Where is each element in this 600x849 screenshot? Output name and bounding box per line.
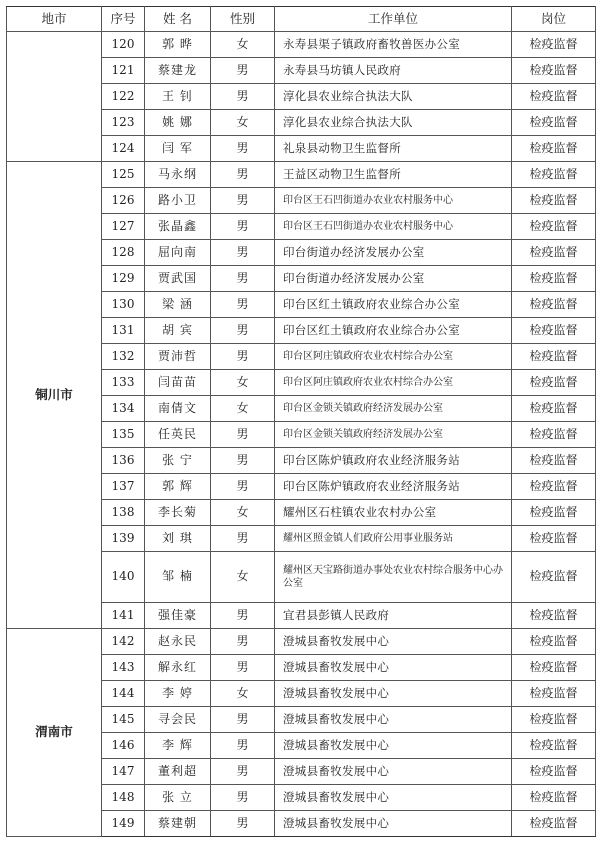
number-cell: 144 xyxy=(102,681,145,707)
post-cell: 检疫监督 xyxy=(512,292,596,318)
post-cell: 检疫监督 xyxy=(512,526,596,552)
name-cell: 刘 琪 xyxy=(145,526,211,552)
number-cell: 140 xyxy=(102,552,145,603)
number-cell: 132 xyxy=(102,344,145,370)
header-number: 序号 xyxy=(102,7,145,32)
gender-cell: 女 xyxy=(211,32,275,58)
number-cell: 145 xyxy=(102,707,145,733)
gender-cell: 女 xyxy=(211,396,275,422)
work-unit-cell: 澄城县畜牧发展中心 xyxy=(275,629,512,655)
work-unit-cell: 印台区金锁关镇政府经济发展办公室 xyxy=(275,396,512,422)
header-city: 地市 xyxy=(7,7,102,32)
name-cell: 寻会民 xyxy=(145,707,211,733)
number-cell: 131 xyxy=(102,318,145,344)
post-cell: 检疫监督 xyxy=(512,759,596,785)
work-unit-cell: 澄城县畜牧发展中心 xyxy=(275,733,512,759)
work-unit-cell: 澄城县畜牧发展中心 xyxy=(275,655,512,681)
post-cell: 检疫监督 xyxy=(512,474,596,500)
post-cell: 检疫监督 xyxy=(512,733,596,759)
work-unit-cell: 印台街道办经济发展办公室 xyxy=(275,266,512,292)
work-unit-cell: 淳化县农业综合执法大队 xyxy=(275,110,512,136)
work-unit-cell: 印台区王石凹街道办农业农村服务中心 xyxy=(275,214,512,240)
number-cell: 142 xyxy=(102,629,145,655)
city-cell: 渭南市 xyxy=(7,629,102,837)
name-cell: 张 立 xyxy=(145,785,211,811)
post-cell: 检疫监督 xyxy=(512,603,596,629)
name-cell: 赵永民 xyxy=(145,629,211,655)
name-cell: 张 宁 xyxy=(145,448,211,474)
number-cell: 135 xyxy=(102,422,145,448)
name-cell: 闫苗苗 xyxy=(145,370,211,396)
gender-cell: 男 xyxy=(211,136,275,162)
number-cell: 141 xyxy=(102,603,145,629)
gender-cell: 男 xyxy=(211,292,275,318)
number-cell: 127 xyxy=(102,214,145,240)
post-cell: 检疫监督 xyxy=(512,214,596,240)
name-cell: 贾武国 xyxy=(145,266,211,292)
post-cell: 检疫监督 xyxy=(512,629,596,655)
gender-cell: 男 xyxy=(211,162,275,188)
gender-cell: 女 xyxy=(211,500,275,526)
work-unit-cell: 澄城县畜牧发展中心 xyxy=(275,681,512,707)
name-cell: 李长菊 xyxy=(145,500,211,526)
post-cell: 检疫监督 xyxy=(512,707,596,733)
number-cell: 138 xyxy=(102,500,145,526)
number-cell: 129 xyxy=(102,266,145,292)
work-unit-cell: 澄城县畜牧发展中心 xyxy=(275,707,512,733)
name-cell: 李 辉 xyxy=(145,733,211,759)
number-cell: 143 xyxy=(102,655,145,681)
post-cell: 检疫监督 xyxy=(512,681,596,707)
gender-cell: 女 xyxy=(211,110,275,136)
post-cell: 检疫监督 xyxy=(512,422,596,448)
work-unit-cell: 永寿县渠子镇政府畜牧兽医办公室 xyxy=(275,32,512,58)
work-unit-cell: 印台区阿庄镇政府农业农村综合办公室 xyxy=(275,370,512,396)
name-cell: 郭 辉 xyxy=(145,474,211,500)
table-row xyxy=(7,629,596,655)
gender-cell: 男 xyxy=(211,240,275,266)
gender-cell: 男 xyxy=(211,526,275,552)
gender-cell: 男 xyxy=(211,785,275,811)
post-cell: 检疫监督 xyxy=(512,811,596,837)
gender-cell: 男 xyxy=(211,811,275,837)
work-unit-cell: 印台区红土镇政府农业综合办公室 xyxy=(275,292,512,318)
work-unit-cell: 耀州区天宝路街道办事处农业农村综合服务中心办公室 xyxy=(275,552,512,603)
work-unit-cell: 耀州区石柱镇农业农村办公室 xyxy=(275,500,512,526)
number-cell: 128 xyxy=(102,240,145,266)
number-cell: 124 xyxy=(102,136,145,162)
personnel-table xyxy=(6,6,596,837)
gender-cell: 男 xyxy=(211,188,275,214)
gender-cell: 男 xyxy=(211,422,275,448)
gender-cell: 男 xyxy=(211,629,275,655)
gender-cell: 女 xyxy=(211,681,275,707)
work-unit-cell: 王益区动物卫生监督所 xyxy=(275,162,512,188)
number-cell: 139 xyxy=(102,526,145,552)
table-row xyxy=(7,162,596,188)
post-cell: 检疫监督 xyxy=(512,110,596,136)
number-cell: 134 xyxy=(102,396,145,422)
header-name: 姓 名 xyxy=(145,7,211,32)
work-unit-cell: 礼泉县动物卫生监督所 xyxy=(275,136,512,162)
post-cell: 检疫监督 xyxy=(512,552,596,603)
name-cell: 董利超 xyxy=(145,759,211,785)
gender-cell: 女 xyxy=(211,370,275,396)
name-cell: 胡 宾 xyxy=(145,318,211,344)
number-cell: 147 xyxy=(102,759,145,785)
gender-cell: 女 xyxy=(211,552,275,603)
name-cell: 屈向南 xyxy=(145,240,211,266)
post-cell: 检疫监督 xyxy=(512,655,596,681)
work-unit-cell: 宜君县彭镇人民政府 xyxy=(275,603,512,629)
gender-cell: 男 xyxy=(211,214,275,240)
post-cell: 检疫监督 xyxy=(512,318,596,344)
post-cell: 检疫监督 xyxy=(512,136,596,162)
gender-cell: 男 xyxy=(211,603,275,629)
name-cell: 解永红 xyxy=(145,655,211,681)
name-cell: 路小卫 xyxy=(145,188,211,214)
number-cell: 123 xyxy=(102,110,145,136)
work-unit-cell: 澄城县畜牧发展中心 xyxy=(275,759,512,785)
gender-cell: 男 xyxy=(211,448,275,474)
work-unit-cell: 印台区阿庄镇政府农业农村综合办公室 xyxy=(275,344,512,370)
post-cell: 检疫监督 xyxy=(512,188,596,214)
number-cell: 122 xyxy=(102,84,145,110)
work-unit-cell: 印台区陈炉镇政府农业经济服务站 xyxy=(275,474,512,500)
number-cell: 121 xyxy=(102,58,145,84)
header-work-unit: 工作单位 xyxy=(275,7,512,32)
name-cell: 南倩文 xyxy=(145,396,211,422)
gender-cell: 男 xyxy=(211,58,275,84)
name-cell: 姚 娜 xyxy=(145,110,211,136)
gender-cell: 男 xyxy=(211,759,275,785)
post-cell: 检疫监督 xyxy=(512,266,596,292)
work-unit-cell: 印台区王石凹街道办农业农村服务中心 xyxy=(275,188,512,214)
post-cell: 检疫监督 xyxy=(512,58,596,84)
work-unit-cell: 淳化县农业综合执法大队 xyxy=(275,84,512,110)
gender-cell: 男 xyxy=(211,344,275,370)
work-unit-cell: 澄城县畜牧发展中心 xyxy=(275,785,512,811)
number-cell: 120 xyxy=(102,32,145,58)
number-cell: 148 xyxy=(102,785,145,811)
name-cell: 马永纲 xyxy=(145,162,211,188)
name-cell: 闫 军 xyxy=(145,136,211,162)
name-cell: 张晶鑫 xyxy=(145,214,211,240)
work-unit-cell: 永寿县马坊镇人民政府 xyxy=(275,58,512,84)
gender-cell: 男 xyxy=(211,733,275,759)
header-row xyxy=(7,7,596,32)
name-cell: 任英民 xyxy=(145,422,211,448)
table-body xyxy=(7,32,596,837)
post-cell: 检疫监督 xyxy=(512,240,596,266)
work-unit-cell: 耀州区照金镇人们政府公用事业服务站 xyxy=(275,526,512,552)
name-cell: 蔡建朝 xyxy=(145,811,211,837)
post-cell: 检疫监督 xyxy=(512,32,596,58)
number-cell: 130 xyxy=(102,292,145,318)
number-cell: 149 xyxy=(102,811,145,837)
post-cell: 检疫监督 xyxy=(512,84,596,110)
work-unit-cell: 印台区陈炉镇政府农业经济服务站 xyxy=(275,448,512,474)
header-post: 岗位 xyxy=(512,7,596,32)
name-cell: 李 婷 xyxy=(145,681,211,707)
name-cell: 蔡建龙 xyxy=(145,58,211,84)
name-cell: 邹 楠 xyxy=(145,552,211,603)
work-unit-cell: 印台街道办经济发展办公室 xyxy=(275,240,512,266)
post-cell: 检疫监督 xyxy=(512,162,596,188)
gender-cell: 男 xyxy=(211,655,275,681)
post-cell: 检疫监督 xyxy=(512,370,596,396)
header-gender: 性别 xyxy=(211,7,275,32)
table-row xyxy=(7,32,596,58)
name-cell: 强佳豪 xyxy=(145,603,211,629)
number-cell: 126 xyxy=(102,188,145,214)
post-cell: 检疫监督 xyxy=(512,500,596,526)
name-cell: 贾沛哲 xyxy=(145,344,211,370)
name-cell: 王 钊 xyxy=(145,84,211,110)
post-cell: 检疫监督 xyxy=(512,448,596,474)
gender-cell: 男 xyxy=(211,266,275,292)
gender-cell: 男 xyxy=(211,474,275,500)
post-cell: 检疫监督 xyxy=(512,344,596,370)
number-cell: 146 xyxy=(102,733,145,759)
number-cell: 137 xyxy=(102,474,145,500)
number-cell: 133 xyxy=(102,370,145,396)
number-cell: 136 xyxy=(102,448,145,474)
number-cell: 125 xyxy=(102,162,145,188)
name-cell: 郭 晔 xyxy=(145,32,211,58)
work-unit-cell: 印台区红土镇政府农业综合办公室 xyxy=(275,318,512,344)
work-unit-cell: 澄城县畜牧发展中心 xyxy=(275,811,512,837)
work-unit-cell: 印台区金锁关镇政府经济发展办公室 xyxy=(275,422,512,448)
city-cell xyxy=(7,32,102,162)
gender-cell: 男 xyxy=(211,707,275,733)
post-cell: 检疫监督 xyxy=(512,396,596,422)
gender-cell: 男 xyxy=(211,318,275,344)
name-cell: 梁 涵 xyxy=(145,292,211,318)
city-cell: 铜川市 xyxy=(7,162,102,629)
post-cell: 检疫监督 xyxy=(512,785,596,811)
gender-cell: 男 xyxy=(211,84,275,110)
